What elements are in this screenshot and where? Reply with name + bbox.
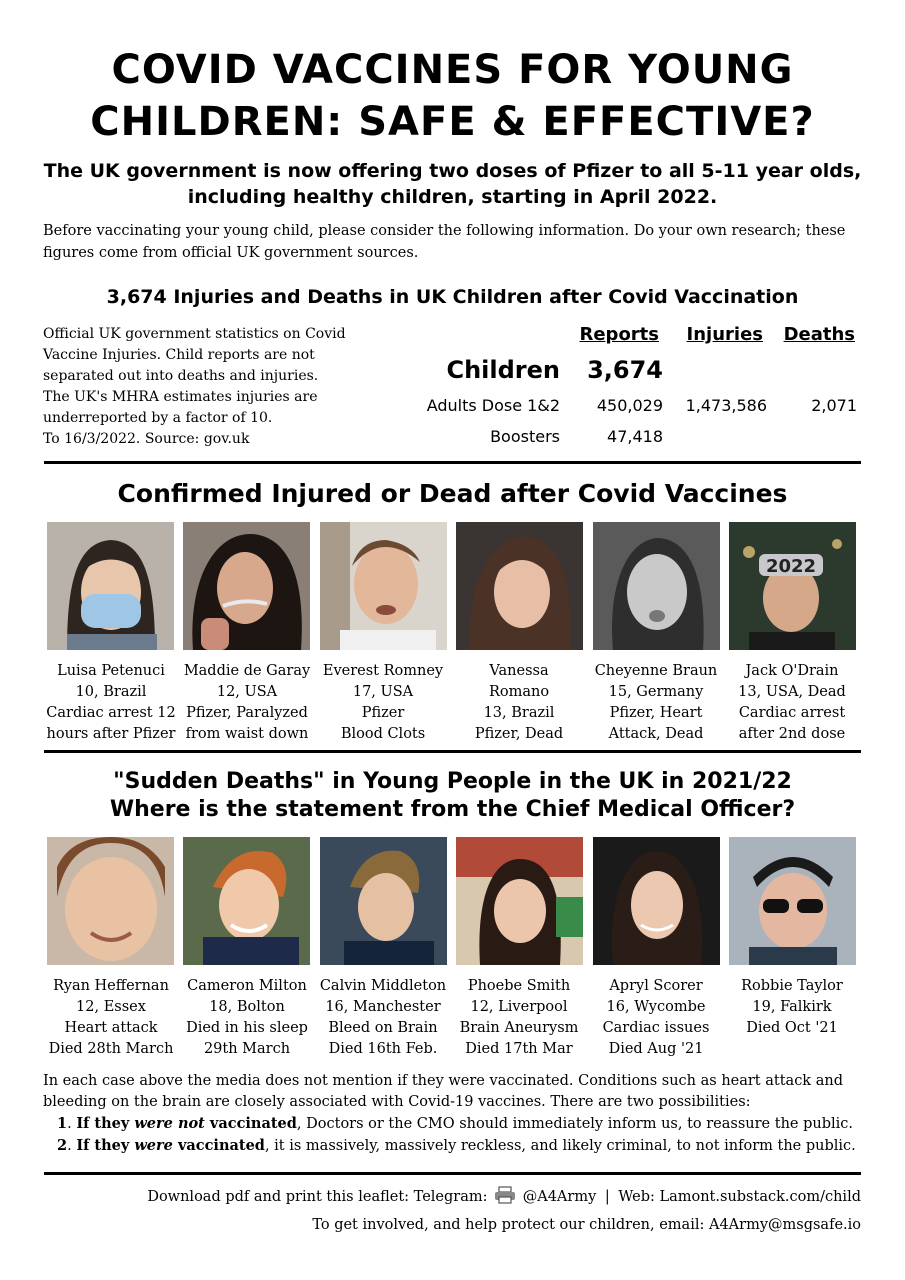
photo-maddie-de-garay [183,522,310,650]
caption-line: 13, USA, Dead [738,684,846,700]
caption-line: Blood Clots [340,726,426,742]
caption-ryan-heffernan [43,976,179,1060]
photo-ryan-heffernan [47,837,174,965]
injured-heading: Confirmed Injured or Dead after Covid Vaccines [117,479,788,508]
row-reports: 450,029 [596,396,663,415]
possibility-1: 1. If they were not vaccinated, Doctors or the CMO should immediately inform us, to reassure the public. [57,1115,854,1132]
caption-luisa-petenuci [43,661,179,745]
caption-line: 17, USA [352,684,414,700]
caption-line: Cardiac arrest [738,705,846,721]
caption-line: Phoebe Smith [467,978,571,994]
row-injuries: 1,473,586 [685,396,767,415]
photo-vanessa-romano [456,522,583,650]
caption-line: Maddie de Garay [183,663,311,679]
stats-note-line: separated out into deaths and injuries. [43,368,319,384]
deaths-heading [0,768,905,824]
row-deaths: 2,071 [811,396,857,415]
photo-jack-odrain [729,522,856,650]
caption-line: 12, Essex [76,999,146,1015]
caption-line: 12, Liverpool [470,999,568,1015]
caption-line: Jack O'Drain [745,663,839,679]
photo-luisa-petenuci [47,522,174,650]
caption-line: Died Aug '21 [608,1041,704,1057]
caption-cameron-milton [179,976,315,1060]
table-row [390,427,865,457]
column-header-deaths: Deaths [783,324,855,345]
stats-heading: 3,674 Injuries and Deaths in UK Children after Covid Vaccination [106,286,799,308]
row-label: Boosters [490,427,560,446]
caption-line: Cheyenne Braun [594,663,718,679]
caption-line: Luisa Petenuci [57,663,165,679]
closing-section [43,1071,873,1157]
caption-line: Cardiac arrest 12 [46,705,176,721]
table-row [390,396,865,426]
caption-line: Robbie Taylor [741,978,843,994]
caption-line: from waist down [185,726,309,742]
photo-calvin-middleton [320,837,447,965]
row-label: Children [446,356,560,384]
caption-line: Vanessa [489,663,549,679]
caption-line: 13, Brazil [483,705,555,721]
caption-line: Pfizer, Heart [609,705,703,721]
caption-robbie-taylor [724,976,860,1039]
caption-line: Died in his sleep [186,1020,308,1036]
possibility-number: 2 [57,1137,68,1154]
contact-line[interactable]: To get involved, and help protect our children, email: A4Army@msgsafe.io [312,1217,861,1233]
download-text: Download pdf and print this leaflet: Telegram: [147,1189,488,1205]
caption-line: 16, Manchester [325,999,441,1015]
column-header-reports: Reports [579,324,659,345]
caption-line: after 2nd dose [738,726,846,742]
possibility-lead-end: vaccinated [204,1115,297,1132]
subtitle: The UK government is now offering two doses of Pfizer to all 5-11 year olds, including healthy children, starting in April 2022. [43,160,862,208]
caption-line: 10, Brazil [75,684,147,700]
caption-cheyenne-braun [588,661,724,745]
deaths-heading-line-1: "Sudden Deaths" in Young People in the UK in 2021/22 [113,769,792,794]
caption-line: 12, USA [216,684,278,700]
caption-line: Bleed on Brain [328,1020,438,1036]
footer [147,1185,861,1238]
divider [44,750,861,753]
caption-line: 29th March [203,1041,291,1057]
row-label: Adults Dose 1&2 [426,396,560,415]
photo-phoebe-smith [456,837,583,965]
caption-line: Pfizer, Dead [474,726,564,742]
caption-line: Romano [488,684,550,700]
caption-line: 15, Germany [608,684,704,700]
possibility-text: , it is massively, massively reckless, and likely criminal, to not inform the public. [264,1138,856,1154]
photo-cameron-milton [183,837,310,965]
photo-robbie-taylor [729,837,856,965]
stats-note-line: The UK's MHRA estimates injuries are [43,389,318,405]
caption-calvin-middleton [315,976,451,1060]
possibility-emphasis: were not [134,1115,205,1132]
photo-apryl-scorer [593,837,720,965]
printer-icon [494,1186,516,1213]
caption-line: Calvin Middleton [319,978,447,994]
caption-jack-odrain [724,661,860,745]
photo-badge-text: 2022 [765,556,817,577]
caption-line: 18, Bolton [209,999,285,1015]
row-reports: 47,418 [607,427,663,446]
possibility-number: 1 [57,1115,68,1132]
caption-line: Died 28th March [48,1041,174,1057]
title-line-1: COVID VACCINES FOR YOUNG [111,47,794,93]
table-row [390,356,865,386]
possibility-text: , Doctors or the CMO should immediately inform us, to reassure the public. [296,1116,854,1132]
caption-line: Cardiac issues [602,1020,710,1036]
caption-apryl-scorer [588,976,724,1060]
caption-line: Heart attack [64,1020,158,1036]
telegram-handle[interactable]: @A4Army [522,1189,597,1205]
column-header-injuries: Injuries [686,324,763,345]
stats-note-line: To 16/3/2022. Source: gov.uk [43,431,250,447]
caption-vanessa-romano [451,661,587,745]
deaths-heading-line-2: Where is the statement from the Chief Medical Officer? [109,797,796,822]
caption-line: Died Oct '21 [746,1020,838,1036]
footer-separator: | [604,1189,610,1205]
caption-line: Cameron Milton [187,978,307,994]
caption-line: Attack, Dead [608,726,704,742]
caption-line: Died 17th Mar [465,1041,573,1057]
possibility-emphasis: were [134,1137,173,1154]
caption-maddie-de-garay [179,661,315,745]
possibility-lead: If they [76,1115,135,1132]
caption-line: Died 16th Feb. [328,1041,438,1057]
divider [44,1172,861,1175]
possibility-2: 2. If they were vaccinated, it is massively, massively reckless, and likely criminal, to not inform the public. [57,1137,856,1154]
caption-line: hours after Pfizer [46,726,176,742]
stats-note [43,324,383,450]
caption-line: Pfizer, Paralyzed [186,705,308,721]
divider [44,461,861,464]
caption-line: Apryl Scorer [609,978,703,994]
stats-note-line: Vaccine Injuries. Child reports are not [43,347,315,363]
row-reports: 3,674 [587,356,663,384]
possibility-lead: If they [76,1137,135,1154]
photo-everest-romney [320,522,447,650]
title-line-2: CHILDREN: SAFE & EFFECTIVE? [90,99,815,145]
caption-line: Brain Aneurysm [459,1020,579,1036]
caption-everest-romney [315,661,451,745]
possibility-lead-end: vaccinated [172,1137,265,1154]
stats-note-line: underreported by a factor of 10. [43,410,273,426]
footer-download-line [147,1185,861,1213]
stats-note-line: Official UK government statistics on Covid [43,326,346,342]
web-link[interactable]: Web: Lamont.substack.com/child [618,1189,861,1205]
caption-line: 19, Falkirk [752,999,832,1015]
caption-line: Pfizer [361,705,405,721]
caption-phoebe-smith [451,976,587,1060]
caption-line: Everest Romney [322,663,444,679]
photo-cheyenne-braun [593,522,720,650]
page-title [0,44,905,148]
caption-line: Ryan Heffernan [53,978,169,994]
intro-paragraph: Before vaccinating your young child, please consider the following information. Do your own research; these figures come from official UK government sources. [43,223,846,261]
caption-line: 16, Wycombe [606,999,706,1015]
closing-paragraph: In each case above the media does not mention if they were vaccinated. Conditions such as heart attack and bleeding on the brain are closely associated with Covid-19 vaccines. There are two possibilities: [43,1073,843,1110]
